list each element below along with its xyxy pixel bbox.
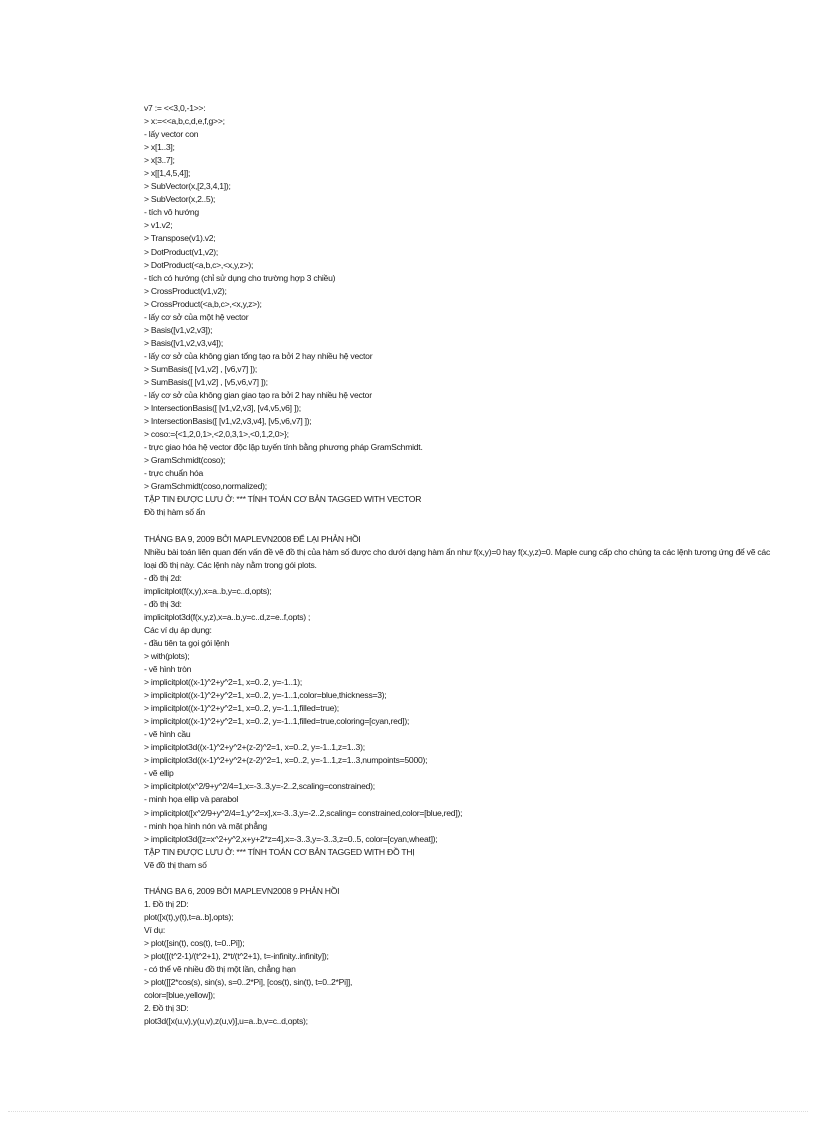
text-line: - lấy cơ sở của một hệ vector (144, 311, 249, 322)
text-line: > DotProduct(v1,v2); (144, 246, 219, 257)
text-line: - tích vô hướng (144, 207, 199, 218)
text-line: > plot([[2*cos(s), sin(s), s=0..2*Pi], [cos(t), sin(t), t=0..2*Pi]], (144, 977, 353, 988)
text-line: > x[[1,4,5,4]]; (144, 168, 191, 179)
text-line: 1. Đồ thị 2D: (144, 898, 189, 909)
section-gap (144, 520, 784, 533)
text-line: - trực chuẩn hóa (144, 468, 204, 479)
text-line: > SumBasis([ [v1,v2] , [v5,v6,v7] ]); (144, 376, 268, 387)
text-line: > plot([sin(t), cos(t), t=0..Pi]); (144, 938, 245, 948)
text-line: - lấy cơ sở của không gian tổng tạo ra bởi 2 hay nhiều hệ vector (144, 350, 373, 361)
text-line: TẬP TIN ĐƯỢC LƯU Ở: *** TÍNH TOÁN CƠ BẢN TAGGED WITH VECTOR (144, 494, 422, 505)
text-line: > GramSchmidt(coso); (144, 455, 226, 466)
text-line: - đồ thị 3d: (144, 598, 182, 609)
text-line: > implicitplot([x^2/9+y^2/4=1,y^2=x],x=-3..3,y=-2..2,scaling= constrained,color=[blue,red]); (144, 807, 463, 818)
text-line: - minh họa ellip và parabol (144, 794, 239, 805)
text-line: > GramSchmidt(coso,normalized); (144, 481, 267, 492)
text-line: > plot([(t^2-1)/(t^2+1), 2*t/(t^2+1), t=-infinity..infinity]); (144, 951, 329, 962)
text-line: - có thể vẽ nhiều đồ thị một lần, chẳng hạn (144, 964, 296, 975)
text-line: > Basis([v1,v2,v3]); (144, 324, 213, 335)
text-line: > SubVector(x,2..5); (144, 194, 216, 205)
text-line: - vẽ hình cầu (144, 729, 191, 740)
text-line: > CrossProduct(v1,v2); (144, 285, 227, 296)
text-line: > Basis([v1,v2,v3,v4]); (144, 337, 224, 348)
text-line: - tích có hướng (chỉ sử dụng cho trường hợp 3 chiều) (144, 272, 336, 283)
text-line: > SubVector(x,[2,3,4,1]); (144, 181, 231, 192)
text-line: > SumBasis([ [v1,v2] , [v6,v7] ]); (144, 363, 258, 374)
text-line: > x:=<<a,b,c,d,e,f,g>>; (144, 116, 225, 127)
text-line: v7 := <<3,0,-1>>: (144, 103, 206, 113)
text-line: TẬP TIN ĐƯỢC LƯU Ở: *** TÍNH TOÁN CƠ BẢN TAGGED WITH ĐỒ THỊ (144, 846, 415, 857)
text-line: > Transpose(v1).v2; (144, 233, 216, 244)
text-line: > implicitplot(x^2/9+y^2/4=1,x=-3..3,y=-2..2,scaling=constrained); (144, 781, 375, 792)
text-line: Các ví dụ áp dụng: (144, 624, 212, 635)
text-line: > x[1..3]; (144, 142, 175, 153)
text-line: - đồ thị 2d: (144, 572, 182, 583)
page-footer-divider (8, 1111, 808, 1112)
text-line: > implicitplot3d((x-1)^2+y^2+(z-2)^2=1, x=0..2, y=-1..1,z=1..3); (144, 742, 365, 753)
post-intro: Nhiều bài toán liên quan đến vấn đề vẽ đồ thị của hàm số được cho dưới dạng hàm ẩn như f(x,y)=0 hay f(x,y,z)=0. Maple cung cấp cho chúng ta các lệnh tương ứng để vẽ các loại đồ thị này. Các lệnh này nằm trong gói plots. (144, 546, 770, 570)
text-line: > v1.v2; (144, 220, 173, 231)
text-line: > x[3..7]; (144, 155, 175, 166)
section-vector-commands (144, 102, 784, 520)
text-line: > implicitplot((x-1)^2+y^2=1, x=0..2, y=-1..1,filled=true,coloring=[cyan,red]); (144, 716, 410, 727)
document-page (144, 102, 784, 1028)
text-line: > IntersectionBasis([ [v1,v2,v3,v4], [v5,v6,v7] ]); (144, 416, 312, 427)
text-line: - trực giao hóa hệ vector độc lập tuyến tính bằng phương pháp GramSchmidt. (144, 442, 423, 453)
text-line: implicitplot(f(x,y),x=a..b,y=c..d,opts); (144, 585, 272, 596)
text-line: - minh họa hình nón và mặt phẳng (144, 820, 267, 831)
text-line: > IntersectionBasis([ [v1,v2,v3], [v4,v5,v6] ]); (144, 403, 301, 414)
text-line: > implicitplot((x-1)^2+y^2=1, x=0..2, y=-1..1,filled=true); (144, 703, 339, 714)
text-line: plot([x(t),y(t),t=a..b],opts); (144, 911, 234, 922)
post-header: THÁNG BA 6, 2009 BỞI MAPLEVN2008 9 PHẢN HỒI (144, 885, 340, 896)
text-line: > implicitplot((x-1)^2+y^2=1, x=0..2, y=-1..1,color=blue,thickness=3); (144, 690, 387, 701)
text-line: Đồ thị hàm số ẩn (144, 507, 205, 518)
text-line: > CrossProduct(<a,b,c>,<x,y,z>); (144, 298, 262, 309)
post-header: THÁNG BA 9, 2009 BỞI MAPLEVN2008 ĐỂ LẠI PHẢN HỒI (144, 533, 361, 544)
text-line: > coso:={<1,2,0,1>,<2,0,3,1>,<0,1,2,0>}; (144, 429, 289, 440)
text-line: > implicitplot((x-1)^2+y^2=1, x=0..2, y=-1..1); (144, 677, 302, 688)
section-parametric-plot (144, 885, 784, 1029)
text-line: 2. Đồ thị 3D: (144, 1003, 189, 1014)
text-line: > implicitplot3d((x-1)^2+y^2+(z-2)^2=1, x=0..2, y=-1..1,z=1..3,numpoints=5000); (144, 755, 428, 766)
text-line: Ví dụ: (144, 924, 165, 935)
text-line: > DotProduct(<a,b,c>,<x,y,z>); (144, 259, 254, 270)
text-line: plot3d([x(u,v),y(u,v),z(u,v)],u=a..b,v=c..d,opts); (144, 1016, 308, 1027)
text-line: implicitplot3d(f(x,y,z),x=a..b,y=c..d,z=e..f,opts) ; (144, 611, 311, 622)
text-line: - đầu tiên ta gọi gói lệnh (144, 637, 230, 648)
text-line: - vẽ ellip (144, 768, 174, 779)
text-line: color=[blue,yellow]); (144, 990, 215, 1001)
text-line: > implicitplot3d([z=x^2+y^2,x+y+2*z=4],x=-3..3,y=-3..3,z=0..5, color=[cyan,wheat]); (144, 833, 438, 844)
text-line: > with(plots); (144, 650, 190, 661)
section-implicit-plot (144, 533, 784, 872)
section-gap (144, 872, 784, 885)
text-line: Vẽ đồ thị tham số (144, 859, 207, 870)
text-line: - lấy vector con (144, 129, 199, 140)
text-line: - vẽ hình tròn (144, 664, 192, 675)
text-line: - lấy cơ sở của không gian giao tạo ra bởi 2 hay nhiều hệ vector (144, 390, 372, 401)
